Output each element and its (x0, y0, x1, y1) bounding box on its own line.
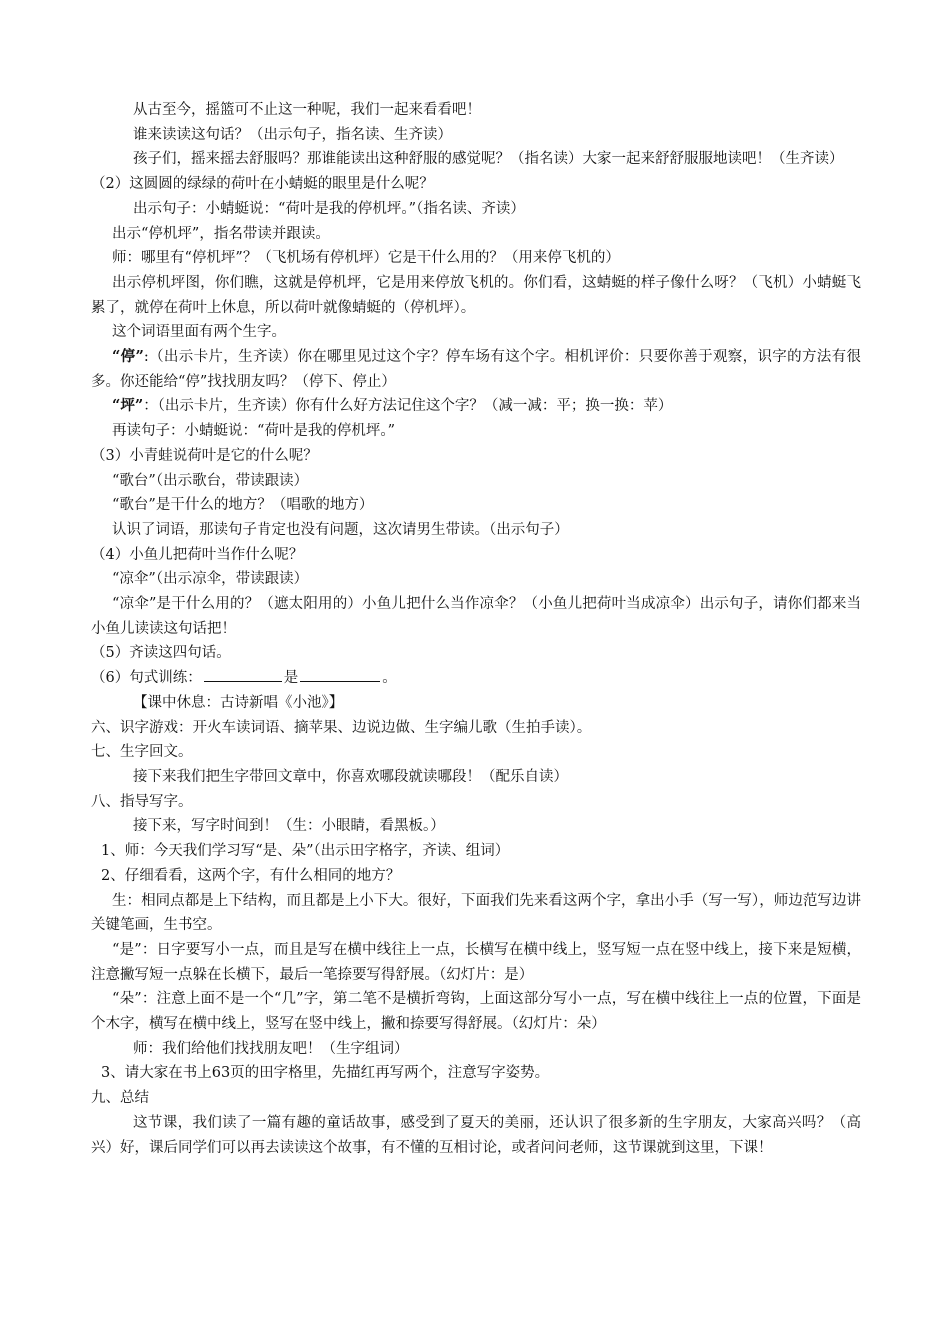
text-line: 从古至今，摇篮可不止这一种呢，我们一起来看看吧！ (133, 102, 481, 118)
text-line: （2）这圆圆的绿绿的荷叶在小蜻蜓的眼里是什么呢？ (91, 176, 434, 193)
text-line: 再读句子：小蜻蜓说：“荷叶是我的停机坪。” (112, 423, 396, 440)
text-paragraph: “是”：日字要写小一点，而且是写在横中线往上一点，长横写在横中线上，竖写短一点在竖中线上，接下来是短横，注意撇写短一点躲在长横下，最后一笔捺要写得舒展。（幻灯片：是） (91, 941, 861, 983)
text-line: 师：我们给他们找找朋友吧！（生字组词） (133, 1040, 409, 1057)
section-heading: 七、生字回文。 (91, 744, 193, 761)
text-line: “坪”：（出示卡片，生齐读）你有什么好方法记住这个字？（减一减：平；换一换：苹） (112, 397, 673, 415)
section-heading: 八、指导写字。 (91, 793, 193, 810)
text-line: 【课中休息：古诗新唱《小池》】 (133, 694, 344, 711)
document-page (91, 98, 861, 1160)
text-line: 谁来读读这句话？（出示句子，指名读、生齐读） (133, 126, 452, 143)
text-paragraph: 这节课，我们读了一篇有趣的童话故事，感受到了夏天的美丽，还认识了很多新的生字朋友，大家高兴吗？（高兴）好，课后同学们可以再去读读这个故事，有不懂的互相讨论，或者问问老师，这节课就到这里，下课！ (91, 1114, 861, 1156)
text-line: 1、师：今天我们学习写“是、朵”（出示田字格字，齐读、组词） (101, 843, 510, 860)
text-paragraph: “凉伞”是干什么用的？（遮太阳用的）小鱼儿把什么当作凉伞？（小鱼儿把荷叶当成凉伞）出示句子，请你们都来当小鱼儿读读这句话把！ (91, 596, 861, 637)
text-line: （5）齐读这四句话。 (91, 645, 231, 662)
text-paragraph: 出示停机坪图，你们瞧，这就是停机坪，它是用来停放飞机的。你们看，这蜻蜓的样子像什么呀？（飞机）小蜻蜓飞累了，就停在荷叶上休息，所以荷叶就像蜻蜓的（停机坪）。 (91, 274, 861, 316)
text-line: 出示句子：小蜻蜓说：“荷叶是我的停机坪。”（指名读、齐读） (133, 200, 525, 217)
section-heading: 九、总结 (91, 1090, 149, 1107)
text-line: “凉伞”（出示凉伞，带读跟读） (112, 571, 309, 588)
sentence-drill-line: （6）句式训练： 是 。 (91, 670, 397, 687)
bold-term: “停” (112, 348, 144, 366)
fill-blank (204, 669, 282, 682)
text-line: 师：哪里有“停机坪”？（飞机场有停机坪）它是干什么用的？（用来停飞机的） (112, 250, 620, 267)
bold-term: “坪” (112, 397, 144, 415)
text-line: （3）小青蛙说荷叶是它的什么呢？ (91, 447, 318, 464)
text-line: 认识了词语，那读句子肯定也没有问题，这次请男生带读。（出示句子） (112, 521, 569, 538)
text-line: “歌台”（出示歌台，带读跟读） (112, 472, 309, 489)
text-paragraph: 生：相同点都是上下结构，而且都是上小下大。很好，下面我们先来看这两个字，拿出小手（写一写），师边范写边讲关键笔画，生书空。 (91, 892, 861, 934)
text-line: 3、请大家在书上63页的田字格里，先描红再写两个，注意写字姿势。 (101, 1065, 550, 1082)
text-line: 出示“停机坪”，指名带读并跟读。 (112, 225, 330, 242)
text-line: 这个词语里面有两个生字。 (112, 324, 286, 341)
text-line: 接下来，写字时间到！（生：小眼睛，看黑板。） (133, 818, 445, 835)
text-line: “歌台”是干什么的地方？（唱歌的地方） (112, 497, 374, 514)
text-line: 接下来我们把生字带回文章中，你喜欢哪段就读哪段！（配乐自读） (133, 768, 568, 785)
text-line: （4）小鱼儿把荷叶当作什么呢？ (91, 546, 304, 563)
text-line: 2、仔细看看，这两个字，有什么相同的地方？ (101, 867, 401, 884)
text-paragraph: “停”:（出示卡片，生齐读）你在哪里见过这个字？停车场有这个字。相机评价：只要你善于观察，识字的方法有很多。你还能给“停”找找朋友吗？（停下、停止） (91, 348, 861, 390)
text-paragraph: 孩子们，摇来摇去舒服吗？那谁能读出这种舒服的感觉呢？（指名读）大家一起来舒舒服服地读吧！（生齐读） (133, 151, 844, 168)
section-heading: 六、识字游戏：开火车读词语、摘苹果、边说边做、生字编儿歌（生拍手读）。 (91, 719, 592, 736)
text-paragraph: “朵”：注意上面不是一个“几”字，第二笔不是横折弯钩，上面这部分写小一点，写在横中线往上一点的位置，下面是个木字，横写在横中线上，竖写在竖中线上，撇和捺要写得舒展。（幻灯片：朵） (91, 991, 861, 1033)
fill-blank (300, 669, 380, 682)
